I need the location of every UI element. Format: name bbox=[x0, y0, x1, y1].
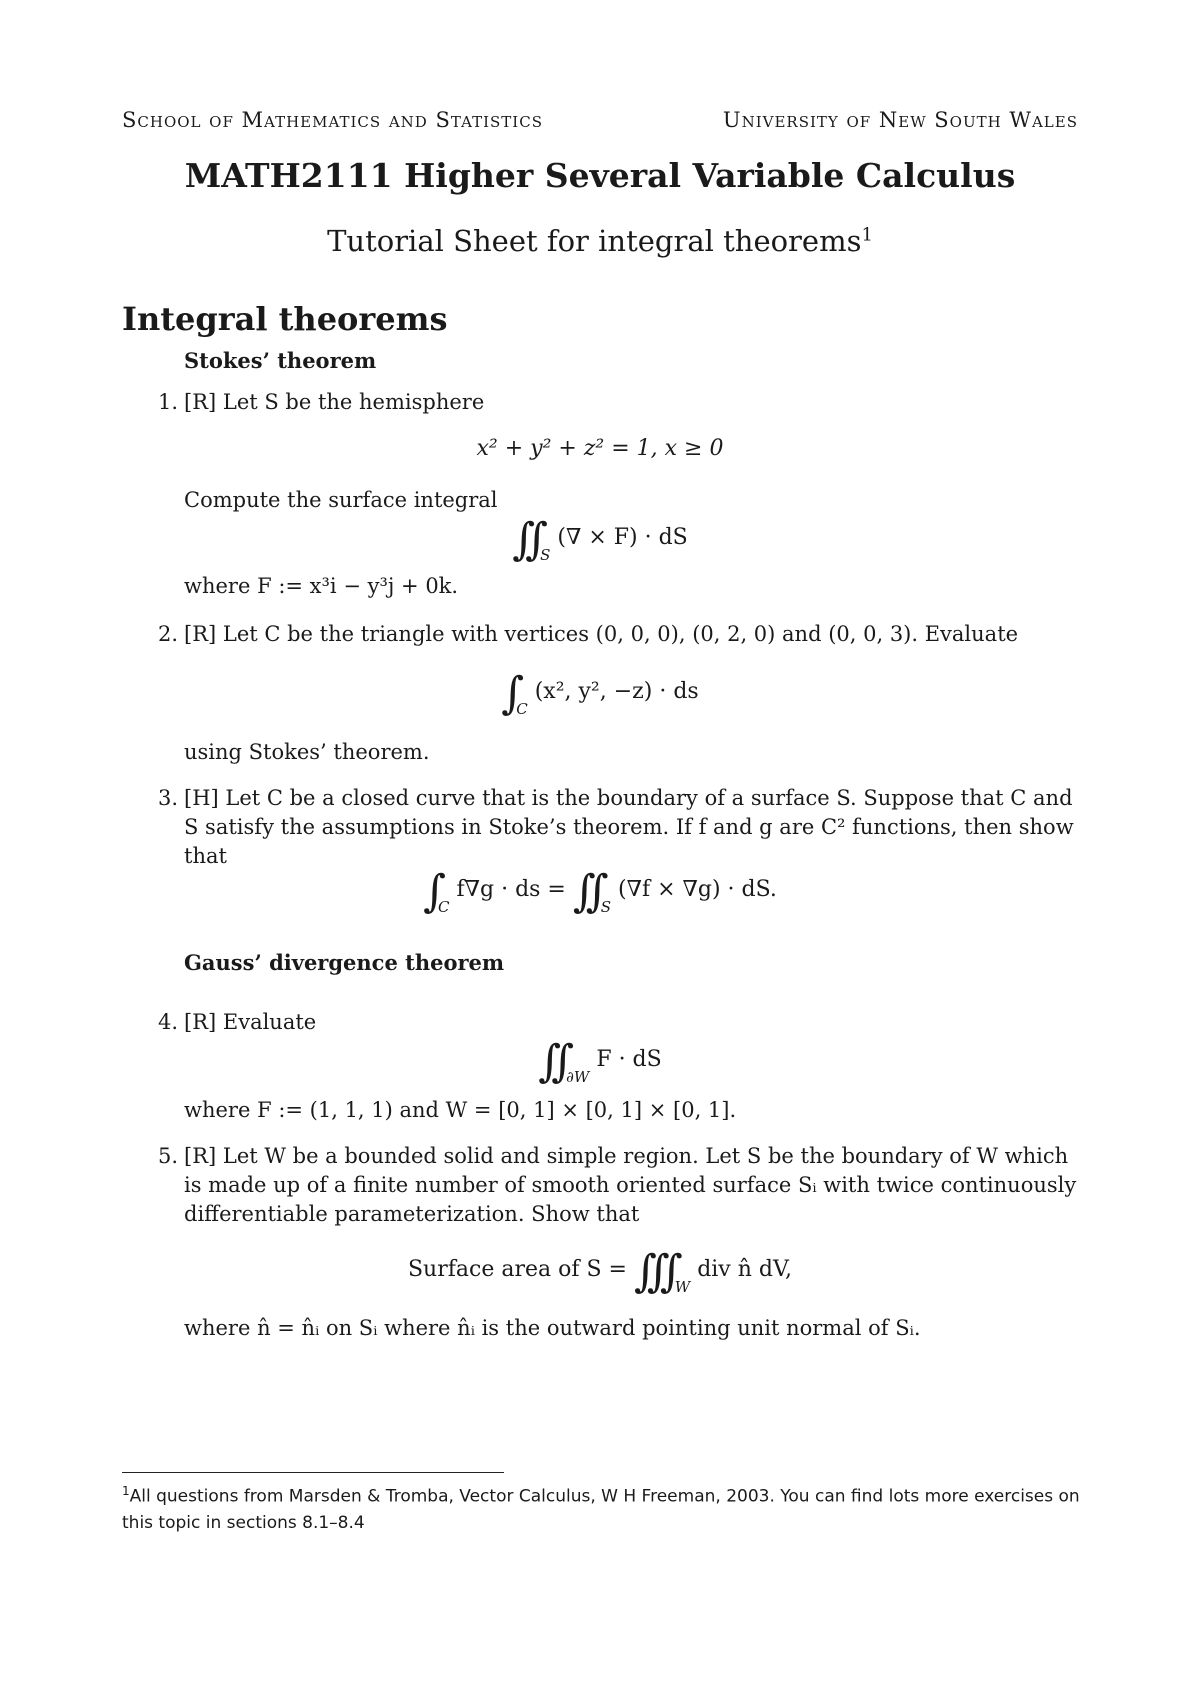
question-where: where F := x³i − y³j + 0k. bbox=[184, 574, 459, 598]
question-number: 2. bbox=[157, 622, 178, 646]
subsection-gauss: Gauss’ divergence theorem bbox=[184, 950, 505, 975]
question-text: [R] Let S be the hemisphere bbox=[184, 390, 485, 414]
equation-lhs: Surface area of S = bbox=[407, 1257, 627, 1282]
equation-surface-integral bbox=[0, 514, 1200, 565]
page-subtitle bbox=[0, 224, 1200, 258]
integrand: (x², y², −z) · ds bbox=[534, 679, 699, 704]
integral-domain: S bbox=[540, 546, 551, 564]
double-integral-sign: ∫∫ bbox=[512, 514, 539, 565]
question-4 bbox=[150, 1008, 1080, 1037]
equation-lhs: f∇g · ds = bbox=[456, 877, 566, 902]
integral-domain: W bbox=[674, 1278, 691, 1296]
footnote-marker: 1 bbox=[861, 224, 873, 246]
equation-rhs: (∇f × ∇g) · dS. bbox=[618, 877, 777, 902]
equation-hemisphere: x² + y² + z² = 1, x ≥ 0 bbox=[476, 436, 724, 461]
question-text: [R] Let W be a bounded solid and simple region. Let S be the boundary of W which is made up of a finite number of smooth oriented surface Sᵢ with twice continuously differentiable parameterization. Show that bbox=[184, 1144, 1077, 1226]
question-number: 4. bbox=[157, 1010, 178, 1034]
footnote-mark: 1 bbox=[122, 1484, 130, 1498]
equation-identity bbox=[0, 866, 1200, 917]
integral-domain: S bbox=[600, 898, 612, 916]
footnote-text: All questions from Marsden & Tromba, Vector Calculus, W H Freeman, 2003. You can find lots more exercises on this topic in sections 8.1–8.4 bbox=[122, 1486, 1080, 1533]
page-title: MATH2111 Higher Several Variable Calculus bbox=[184, 156, 1016, 195]
equation-rhs: div n̂ dV, bbox=[697, 1257, 793, 1282]
question-3 bbox=[150, 784, 1080, 871]
question-text: [R] Let C be the triangle with vertices (0, 0, 0), (0, 2, 0) and (0, 0, 3). Evaluate bbox=[184, 622, 1019, 646]
question-1 bbox=[150, 388, 1080, 417]
equation-flux-integral bbox=[0, 1036, 1200, 1087]
question-where: where n̂ = n̂ᵢ on Sᵢ where n̂ᵢ is the outward pointing unit normal of Sᵢ. bbox=[184, 1316, 921, 1340]
integral-domain: C bbox=[438, 898, 450, 916]
question-text: [H] Let C be a closed curve that is the boundary of a surface S. Suppose that C and S satisfy the assumptions in Stoke’s theorem. If f and g are C² functions, then show that bbox=[184, 786, 1074, 868]
question-number: 3. bbox=[157, 786, 178, 810]
question-where: where F := (1, 1, 1) and W = [0, 1] × [0, 1] × [0, 1]. bbox=[184, 1098, 737, 1122]
question-2 bbox=[150, 620, 1080, 649]
double-integral-sign: ∫∫ bbox=[572, 866, 599, 917]
question-text: [R] Evaluate bbox=[184, 1010, 317, 1034]
double-integral-sign: ∫∫ bbox=[538, 1036, 565, 1087]
question-after: using Stokes’ theorem. bbox=[184, 740, 430, 764]
integral-sign: ∫ bbox=[501, 668, 515, 719]
integral-sign: ∫ bbox=[423, 866, 437, 917]
header-school: School of Mathematics and Statistics bbox=[122, 108, 543, 132]
header-university: University of New South Wales bbox=[722, 108, 1078, 132]
footnote-divider bbox=[122, 1472, 504, 1473]
question-number: 5. bbox=[157, 1144, 178, 1168]
equation-surface-area bbox=[0, 1246, 1200, 1297]
question-prompt: Compute the surface integral bbox=[184, 488, 498, 512]
subtitle-text: Tutorial Sheet for integral theorems bbox=[327, 224, 862, 258]
section-heading: Integral theorems bbox=[122, 300, 448, 338]
question-number: 1. bbox=[157, 390, 178, 414]
integral-domain: ∂W bbox=[566, 1068, 590, 1086]
subsection-stokes: Stokes’ theorem bbox=[184, 348, 377, 373]
triple-integral-sign: ∫∫∫ bbox=[633, 1246, 673, 1297]
integrand: (∇ × F) · dS bbox=[557, 525, 688, 550]
integrand: F · dS bbox=[596, 1047, 662, 1072]
integral-domain: C bbox=[516, 700, 528, 718]
equation-line-integral bbox=[0, 668, 1200, 719]
question-5 bbox=[150, 1142, 1080, 1229]
footnote bbox=[122, 1478, 1082, 1536]
